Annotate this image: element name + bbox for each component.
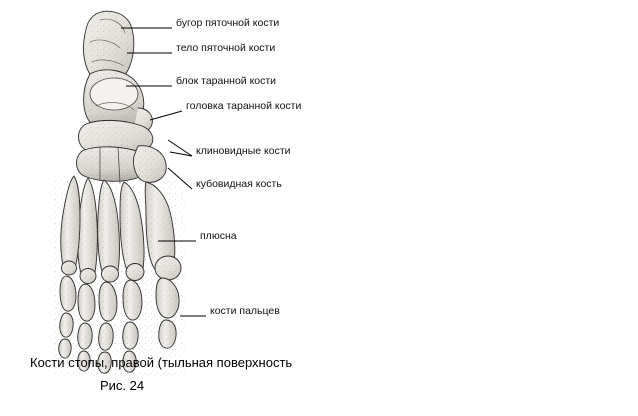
label-talus-trochlea: блок таранной кости [176, 75, 277, 87]
label-metatarsus: плюсна [200, 230, 237, 242]
figure-caption: Кости стопы, правой (тыльная поверхность [30, 355, 293, 370]
label-phalanges: кости пальцев [210, 305, 280, 317]
label-calcaneal-tuberosity: бугор пяточной кости [176, 17, 280, 29]
label-talus-head: головка таранной кости [186, 100, 302, 112]
figure-number: Рис. 24 [100, 378, 145, 393]
label-cuboid-bone: кубовидная кость [196, 178, 282, 190]
label-calcaneus-body: тело пяточной кости [176, 42, 276, 54]
label-cuneiform-bones: клиновидные кости [196, 145, 291, 157]
